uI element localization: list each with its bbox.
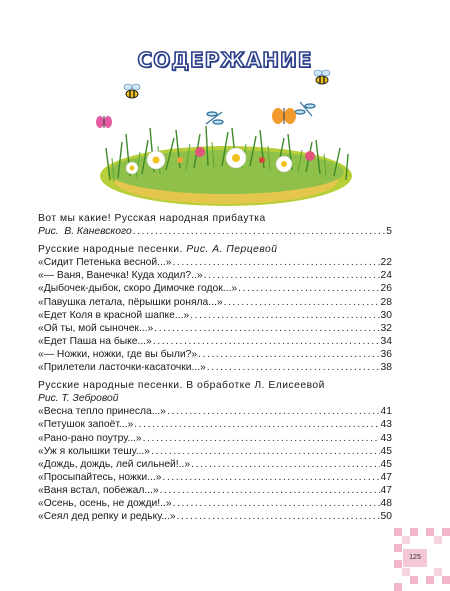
toc-entry[interactable]: «Ой ты, мой сыночек...» ..... 32 <box>38 322 392 335</box>
section-heading: Русские народные песенки. В обработке Л. Елисеевой <box>38 380 325 392</box>
toc-entry[interactable]: «Прилетели ласточки-касаточки...» ..... 38 <box>38 361 392 374</box>
toc-entry[interactable]: «— Ваня, Ванечка! Куда ходил?..» ..... 24 <box>38 269 392 282</box>
page-title: СОДЕРЖАНИЕ <box>137 48 313 72</box>
table-of-contents <box>38 212 392 523</box>
credit: Рис. В. Каневского <box>38 226 132 238</box>
toc-entry[interactable] <box>38 225 392 238</box>
meadow-illustration <box>96 68 358 210</box>
page-number: 5 <box>386 226 392 238</box>
toc-entry[interactable]: «Просыпайтесь, ножки...» ..... 47 <box>38 471 392 484</box>
toc-entry[interactable]: «Едет Коля в красной шапке...» ..... 30 <box>38 309 392 322</box>
toc-entry[interactable]: «Рано-рано поутру...» ..... 43 <box>38 432 392 445</box>
toc-entry[interactable]: «Весна тепло принесла...» ..... 41 <box>38 405 392 418</box>
toc-entry[interactable]: «Сидит Петенька весной...» ..... 22 <box>38 256 392 269</box>
toc-entry[interactable]: «Дождь, дождь, лей сильней!..» ..... 45 <box>38 458 392 471</box>
leader-dots <box>133 225 386 238</box>
toc-entry[interactable]: «Ваня встал, побежал...» ..... 47 <box>38 484 392 497</box>
toc-entry[interactable]: «— Ножки, ножки, где вы были?» ..... 36 <box>38 348 392 361</box>
section-heading: Вот мы какие! Русская народная прибаутка <box>38 213 266 224</box>
toc-entry[interactable]: «Едет Паша на быке...» ..... 34 <box>38 335 392 348</box>
toc-entry[interactable]: «Павушка летала, пёрышки роняла...» ..... 28 <box>38 296 392 309</box>
toc-entry[interactable]: «Петушок запоёт...» ..... 43 <box>38 418 392 431</box>
page-number-badge: 125 <box>403 549 427 567</box>
toc-entry[interactable]: «Осень, осень, не дожди!..» ..... 48 <box>38 497 392 510</box>
section-credit: Рис. Т. Зебровой <box>38 393 119 405</box>
section-heading: Русские народные песенки. Рис. А. Перцевой <box>38 244 278 256</box>
toc-entry[interactable]: «Сеял дед репку и редьку...» ..... 50 <box>38 510 392 523</box>
toc-entry[interactable]: «Дыбочек-дыбок, скоро Димочке годок...» ..... 26 <box>38 282 392 295</box>
toc-entry[interactable]: «Уж я колышки тешу...» ..... 45 <box>38 445 392 458</box>
